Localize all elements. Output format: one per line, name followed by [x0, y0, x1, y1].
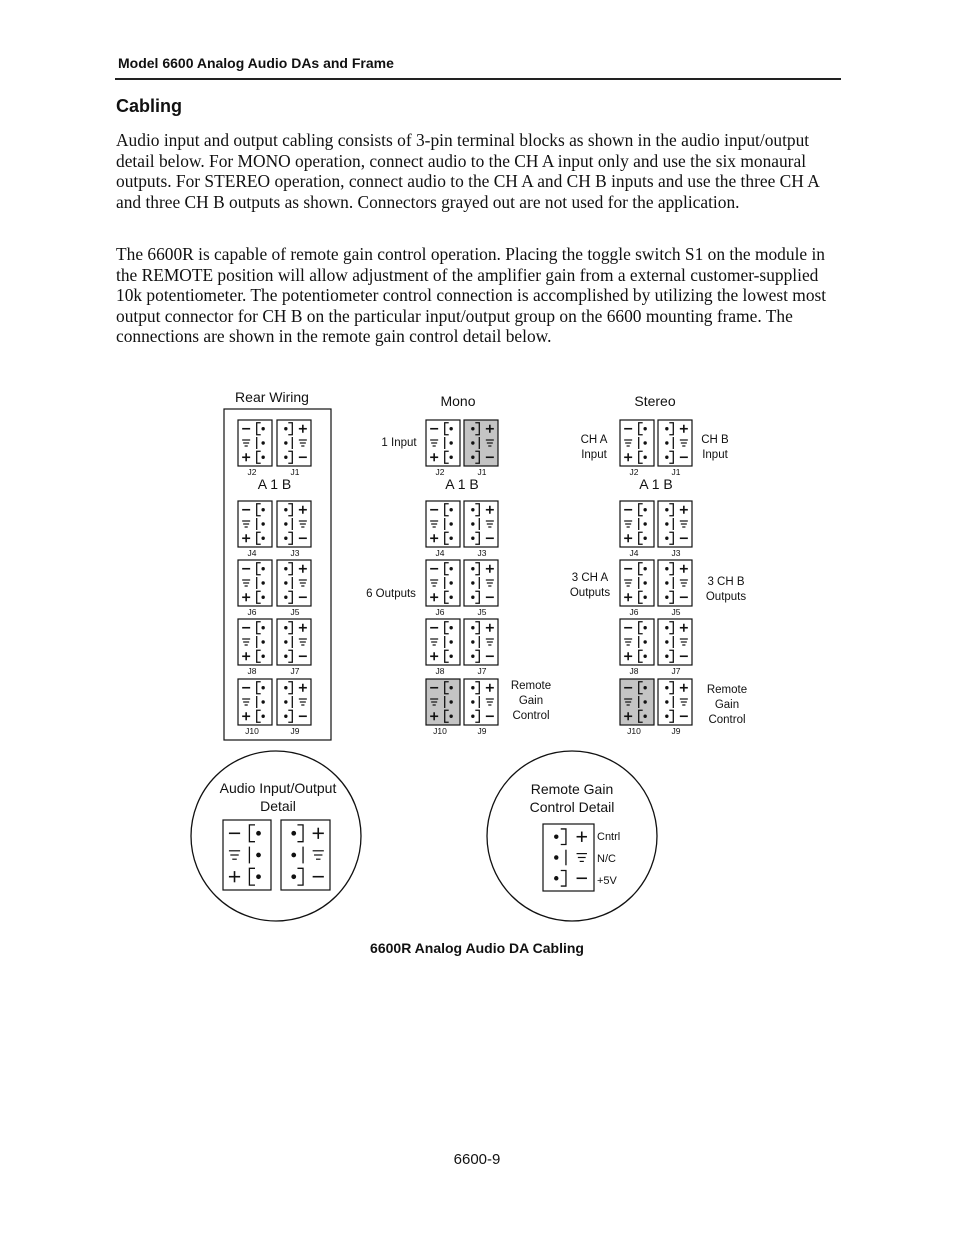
- io-detail-title: Audio Input/Output: [219, 780, 337, 796]
- mono-block-j8: [426, 619, 460, 665]
- mono-label-j10: J10: [433, 726, 447, 736]
- io-detail-title: Detail: [260, 798, 296, 814]
- rear-block-j6: [238, 560, 272, 606]
- stereo-label-j5: J5: [671, 607, 681, 617]
- mono-label-j5: J5: [477, 607, 487, 617]
- mono-input-label: 1 Input: [381, 437, 417, 449]
- mono-block-j4: [426, 501, 460, 547]
- rear-label-j1: J1: [290, 467, 300, 477]
- mono-label-j1: J1: [477, 467, 487, 477]
- stereo-block-j7: [658, 619, 692, 665]
- stereo-ch-a-input-label: Input: [581, 449, 607, 461]
- mono-label-j4: J4: [435, 548, 445, 558]
- rear-label-j9: J9: [290, 726, 300, 736]
- mono-outputs-label: 6 Outputs: [366, 588, 416, 600]
- mono-block-j1: [464, 420, 498, 466]
- rear-block-j7: [277, 619, 311, 665]
- remote-detail-title: Remote Gain: [530, 781, 614, 797]
- remote-pin-label-1: N/C: [597, 853, 616, 865]
- mono-remote-label: Gain: [518, 695, 544, 707]
- mono-block-j5: [464, 560, 498, 606]
- stereo-ch-a-outputs-label: Outputs: [569, 587, 611, 599]
- rear-label-j5: J5: [290, 607, 300, 617]
- mono-label-j9: J9: [477, 726, 487, 736]
- cabling-diagram: [0, 380, 954, 940]
- mono-label-j8: J8: [435, 666, 445, 676]
- stereo-title: Stereo: [634, 393, 676, 409]
- stereo-ch-a-outputs-label: 3 CH A: [571, 572, 609, 584]
- mono-block-j10: [426, 679, 460, 725]
- stereo-block-j6: [620, 560, 654, 606]
- rear-label-j3: J3: [290, 548, 300, 558]
- mono-block-j3: [464, 501, 498, 547]
- stereo-ab-label: A 1 B: [639, 476, 673, 492]
- rear-block-j3: [277, 501, 311, 547]
- stereo-block-j3: [658, 501, 692, 547]
- page-number: 6600-9: [453, 1151, 501, 1168]
- remote-pin-label-2: +5V: [597, 875, 617, 887]
- stereo-label-j10: J10: [627, 726, 641, 736]
- mono-ab-label: A 1 B: [445, 476, 479, 492]
- stereo-label-j3: J3: [671, 548, 681, 558]
- remote-pin-label-0: Cntrl: [597, 831, 621, 843]
- stereo-label-j1: J1: [671, 467, 681, 477]
- rear-label-j6: J6: [247, 607, 257, 617]
- header-rule: [115, 78, 841, 80]
- stereo-ch-b-input-label: CH B: [701, 434, 729, 446]
- mono-label-j2: J2: [435, 467, 445, 477]
- stereo-block-j4: [620, 501, 654, 547]
- stereo-remote-label: Remote: [706, 684, 748, 696]
- mono-label-j3: J3: [477, 548, 487, 558]
- stereo-label-j6: J6: [629, 607, 639, 617]
- mono-block-j7: [464, 619, 498, 665]
- rear-block-j10: [238, 679, 272, 725]
- mono-block-j2: [426, 420, 460, 466]
- stereo-label-j8: J8: [629, 666, 639, 676]
- stereo-block-j10: [620, 679, 654, 725]
- stereo-label-j9: J9: [671, 726, 681, 736]
- rear-label-j2: J2: [247, 467, 257, 477]
- mono-label-j6: J6: [435, 607, 445, 617]
- mono-title: Mono: [440, 393, 476, 409]
- mono-block-j9: [464, 679, 498, 725]
- stereo-block-j9: [658, 679, 692, 725]
- figure-caption: 6600R Analog Audio DA Cabling: [370, 940, 584, 956]
- rear-block-j4: [238, 501, 272, 547]
- running-header: Model 6600 Analog Audio DAs and Frame: [118, 55, 394, 71]
- remote-detail-title: Control Detail: [529, 799, 615, 815]
- stereo-remote-label: Gain: [714, 699, 740, 711]
- rear-block-j8: [238, 619, 272, 665]
- rear-label-j10: J10: [245, 726, 259, 736]
- rear-wiring-title: Rear Wiring: [235, 389, 309, 405]
- paragraph-remote-gain: The 6600R is capable of remote gain control operation. Placing the toggle switch S1 on the module in the REMOTE position will allow adjustment of the amplifier gain from a external customer-supplied 10k potentiometer. The potentiometer control connection is accomplished by utilizing the lowest most output connector for CH B on the particular input/output group on the 6600 mounting frame. The connections are shown in the remote gain control detail below.: [116, 244, 827, 347]
- stereo-ch-a-input-label: CH A: [580, 434, 608, 446]
- rear-label-j4: J4: [247, 548, 257, 558]
- rear-block-j5: [277, 560, 311, 606]
- mono-remote-label: Remote: [510, 680, 552, 692]
- stereo-ch-b-input-label: Input: [702, 449, 728, 461]
- stereo-label-j2: J2: [629, 467, 639, 477]
- rear-label-j8: J8: [247, 666, 257, 676]
- rear-ab-label: A 1 B: [257, 476, 292, 492]
- stereo-remote-label: Control: [708, 714, 746, 726]
- stereo-ch-b-outputs-label: 3 CH B: [707, 576, 745, 588]
- stereo-block-j2: [620, 420, 654, 466]
- stereo-block-j1: [658, 420, 692, 466]
- rear-label-j7: J7: [290, 666, 300, 676]
- remote-detail-block: [543, 824, 594, 891]
- rear-block-j2: [238, 420, 272, 466]
- section-title: Cabling: [116, 96, 182, 116]
- io-detail-block-b: [281, 820, 330, 890]
- io-detail-circle: [191, 751, 361, 921]
- stereo-label-j7: J7: [671, 666, 681, 676]
- stereo-block-j5: [658, 560, 692, 606]
- rear-block-j1: [277, 420, 311, 466]
- stereo-block-j8: [620, 619, 654, 665]
- mono-label-j7: J7: [477, 666, 487, 676]
- mono-remote-label: Control: [512, 710, 550, 722]
- paragraph-cabling-intro: Audio input and output cabling consists of 3-pin terminal blocks as shown in the audio input/output detail below. For MONO operation, connect audio to the CH A input only and use the six monaural outputs. For STEREO operation, connect audio to the CH A and CH B inputs and use the three CH A and three CH B outputs as shown. Connectors grayed out are not used for the application.: [116, 130, 819, 212]
- rear-block-j9: [277, 679, 311, 725]
- stereo-ch-b-outputs-label: Outputs: [705, 591, 747, 603]
- mono-block-j6: [426, 560, 460, 606]
- io-detail-block-a: [223, 820, 271, 890]
- stereo-label-j4: J4: [629, 548, 639, 558]
